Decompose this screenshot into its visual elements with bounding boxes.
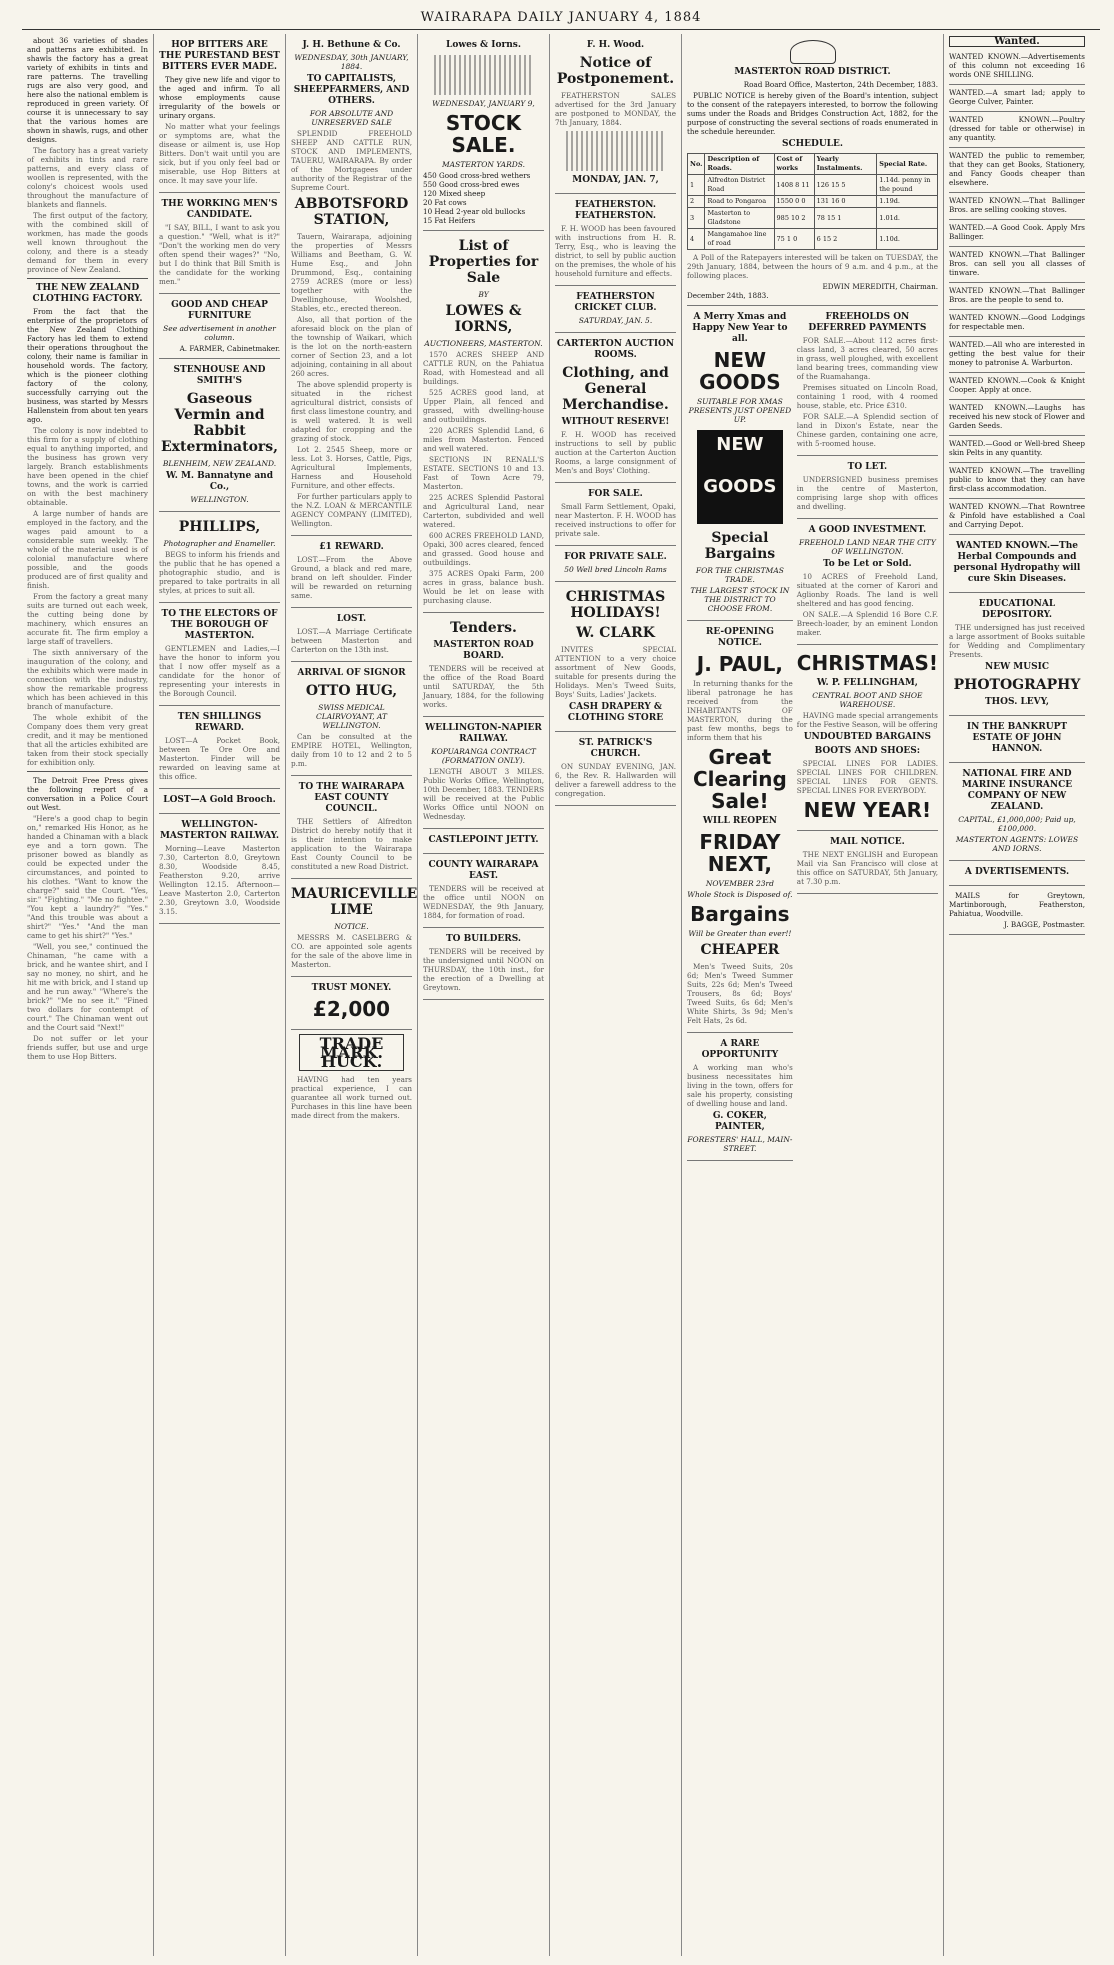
advert-undoubted: UNDOUBTED BARGAINS (803, 732, 932, 742)
advert-agent-place: WELLINGTON. (190, 495, 249, 504)
advert-to-be-let: To be Let or Sold. (823, 559, 912, 569)
advert-date: WEDNESDAY, JANUARY 9, (432, 99, 535, 108)
advert-lost (291, 608, 412, 662)
table-cell: 126 15 5 (814, 175, 877, 196)
advert-name: J. PAUL, (696, 652, 784, 676)
stock-item: 450 Good cross-bred wethers (423, 171, 531, 180)
advert-title: F. H. Wood. (586, 40, 645, 50)
advert-heading: STOCK SALE. (445, 111, 522, 157)
advert-mails (949, 886, 1085, 935)
advert-name: Gaseous Vermin and Rabbit Exterminators, (160, 391, 279, 455)
advert-estate (949, 716, 1085, 763)
list-item: WANTED KNOWN.—Cook & Knight Cooper. Apply at once. (949, 373, 1085, 400)
advert-sub: TO CAPITALISTS, SHEEPFARMERS, AND OTHERS. (293, 74, 410, 106)
advert-insurance (949, 763, 1085, 861)
advert-office: Road Board Office, Masterton, 24th December, 1883. (743, 80, 938, 89)
columns (22, 34, 1100, 1956)
advert-furniture (159, 294, 280, 359)
table-cell: 1.01d. (877, 208, 938, 229)
stock-item: 550 Good cross-bred ewes (423, 180, 520, 189)
advert-title: J. H. Bethune & Co. (302, 40, 401, 50)
trade-mark-logo: TRADE MARK. HUCK. (299, 1034, 404, 1071)
advert-filler: SECTIONS IN RENALL'S ESTATE. SECTIONS 10 and 13. Fast of Town Acre 79, Masterton. (423, 455, 544, 491)
article-text: From the fact that the enterprise of the proprietors of the New Zealand Clothing Factory has led them to extend their operations throughout the colony, their name is familiar in household words. The factory, which is the pioneer clothing factory of the colony, successfully carrying out the business, was started by Messrs Hallenstein from about ten years ago. (27, 307, 148, 424)
advert-filler: ON SALE.—A Splendid 16 Bore C.F. Breech-loader, by an eminent London maker. (796, 610, 938, 637)
article-filler: From the factory a great many suits are turned out each week, the cutting being done by machinery, which ensures an accurate fit. The firm employ a large staff of travellers. (27, 592, 148, 646)
advert-filler: SPECIAL LINES FOR LADIES. SPECIAL LINES FOR CHILDREN. SPECIAL LINES FOR GENTS. SPECIAL LINES FOR EVERYBODY. (796, 759, 938, 795)
advert-heading: TO BUILDERS. (445, 934, 522, 944)
column-7 (944, 34, 1090, 1956)
advert-name: OTTO HUG, (305, 683, 398, 699)
schedule-title: SCHEDULE. (781, 139, 843, 149)
article-filler: "Well, you see," continued the Chinaman, "he came with a brick, and he wantee shirt, and I say no money, no shirt, and he hit me with brick, and I stand up and he run away." "Where's the brick?" "Me no see it." "Fined two dollars for contempt of court." The Chinaman went out and the Court said "Next!" (27, 942, 148, 1032)
advert-title: TRUST MONEY. (311, 983, 392, 993)
advert-filler: Also, all that portion of the aforesaid block on the plan of the township of Waikari, which is the lot on the north-eastern corner of Section 23, and a lot adjoining, containing in all about 260 acres. (291, 315, 412, 378)
table-cell: 1550 0 0 (774, 196, 814, 208)
table-cell: 1 (688, 175, 705, 196)
advert-largest: THE LARGEST STOCK IN THE DISTRICT TO CHOOSE FROM. (690, 586, 790, 613)
advert-title: TEN SHILLINGS REWARD. (177, 712, 262, 733)
advert-filler: UNDERSIGNED business premises in the centre of Masterton, comprising large shop with offices and dwelling. (796, 475, 938, 511)
advert-reward (159, 706, 280, 789)
advert-mail-notice (797, 831, 938, 894)
advert-filler: A working man who's business necessitates him living in the town, offers for sale his property, consisting of dwelling house and land. (687, 1063, 793, 1108)
advert-special: Special Bargains (704, 530, 776, 562)
advert-friday-date: NOVEMBER 23rd (705, 879, 774, 888)
advert-date: December 24th, 1883. (687, 291, 769, 300)
advert-name: W. P. FELLINGHAM, (816, 678, 918, 688)
table-cell: 985 10 2 (774, 208, 814, 229)
advert-brooch (159, 789, 280, 814)
advert-heading: MAIL NOTICE. (830, 837, 905, 847)
advert-heading-2: Clothing, and General Merchandise. (562, 365, 669, 413)
advert-builders (423, 928, 544, 1000)
table-cell: 3 (688, 208, 705, 229)
table-cell: 4 (688, 229, 705, 250)
advert-filler: Small Farm Settlement, Opaki, near Masterton. F. H. WOOD has received instructions to offer for private sale. (555, 502, 676, 538)
list-item: WANTED KNOWN.—Advertisements of this column not exceeding 16 words ONE SHILLING. (949, 49, 1085, 85)
advert-jetty (423, 829, 544, 854)
column-5 (550, 34, 682, 1956)
list-item: WANTED.—All who are interested in getting the best value for their money to patronise A. Warburton. (949, 337, 1085, 373)
advert-filler: 10 ACRES of Freehold Land, situated at the corner of Karori and Aglionby Roads. The land is well sheltered and has good fencing. (796, 572, 938, 608)
advert-date: MONDAY, JAN. 7, (572, 175, 659, 185)
advert-trust-money (291, 977, 412, 1030)
advert-filler: Tauern, Wairarapa, adjoining the properties of Messrs Williams and Beetham, G. W. Hume Esq., and John Drummond, Esq., containing 2759 ACRES (more or less) together with the Dwellinghouse, Woolshed, Stables, etc., erected thereon. (291, 232, 412, 313)
advert-text: MAILS for Greytown, Martinborough, Featherston, Pahiatua, Woodville. (949, 891, 1085, 918)
article-heading: THE NEW ZEALAND CLOTHING FACTORY. (32, 283, 143, 304)
advert-stock-sale (423, 34, 544, 231)
advert-filler: No matter what your feelings or symptoms are, what the disease or ailment is, use Hop Bitters. Don't wait until you are sick, but if you only feel bad or miserable, use Hop Bitters at once. It may save your life. (159, 122, 280, 185)
advert-whole-stock: Whole Stock is Disposed of. (687, 890, 793, 899)
advert-reopening (687, 621, 793, 1033)
advert-station: ABBOTSFORD STATION, (294, 196, 409, 228)
advert-freehold-land: FREEHOLD LAND NEAR THE CITY OF WELLINGTON. (799, 538, 936, 556)
advert-road-district (687, 34, 938, 306)
advert-heading: A DVERTISEMENTS. (964, 867, 1070, 877)
table-cell: Road to Pongaroa (705, 196, 774, 208)
table-cell: 1408 8 11 (774, 175, 814, 196)
stock-item: 20 Fat cows (423, 198, 467, 207)
advert-lime (291, 879, 418, 977)
table-cell: Alfredton District Road (705, 175, 774, 196)
advert-filler: 1570 ACRES SHEEP AND CATTLE RUN, on the Pahiatua Road, with Homestead and all buildings. (423, 350, 544, 386)
advert-heading: A GOOD INVESTMENT. (808, 525, 927, 535)
advert-title: STENHOUSE AND SMITH'S (173, 365, 266, 386)
advert-educational (949, 593, 1085, 716)
masthead: WAIRARAPA DAILY JANUARY 4, 1884 (22, 10, 1100, 30)
article-filler: The factory has a great variety of exhibits in tints and rare patterns, and every class of woollen is represented, with the colony's choicest wools used throughout the manufacture of blankets and flannels. (27, 146, 148, 209)
left-subcolumn (687, 306, 793, 1161)
advert-painter: G. COKER, PAINTER, (712, 1111, 767, 1132)
sheep-illustration (434, 55, 534, 95)
divider (27, 771, 148, 772)
advert-bargains-sub: Will be Greater than ever!! (688, 929, 792, 938)
list-item: WANTED.—Good or Well-bred Sheep skin Pelts in any quantity. (949, 436, 1085, 463)
advert-date: WEDNESDAY, 30th JANUARY, 1884. (294, 53, 409, 71)
advert-sub: SWISS MEDICAL CLAIRVOYANT, AT WELLINGTON. (316, 703, 387, 730)
column-2 (154, 34, 286, 1956)
table-header: Description of Roads. (705, 154, 774, 175)
advert-bethune (291, 34, 412, 536)
advert-heading: FOR SALE. (588, 489, 643, 499)
list-item: WANTED.—A smart lad; apply to George Culver, Painter. (949, 85, 1085, 112)
list-item: WANTED KNOWN.—The travelling public to know that they can have first-class accommodation. (949, 463, 1085, 499)
article-text: The Detroit Free Press gives the following report of a conversation in a Police Court out West. (27, 776, 148, 812)
advert-filler: Men's Tweed Suits, 20s 6d; Men's Tweed Summer Suits, 22s 6d; Men's Tweed Trousers, 8s 6d; Boys' Tweed Suits, 6s 6d; Men's White Shirts, 3s 9d; Men's Felt Hats, 2s 6d. (687, 962, 793, 1025)
advert-clark (555, 582, 676, 732)
advert-heading: A Merry Xmas and Happy New Year to all. (692, 312, 788, 344)
advert-photography: PHOTOGRAPHY (953, 677, 1081, 693)
advert-featherston (555, 194, 676, 286)
table-cell: Mangamahoe line of road (705, 229, 774, 250)
advert-heading: FEATHERSTON CRICKET CLUB. (574, 292, 657, 313)
advert-amount: £2,000 (312, 997, 391, 1021)
advert-filler: Premises situated on Lincoln Road, containing 1 rood, with 4 roomed house, stable, etc. Price £310. (796, 383, 938, 410)
advert-title: PHILLIPS, (178, 519, 261, 535)
advert-freeholds (797, 306, 938, 456)
advert-heading: EDUCATIONAL DEPOSITORY. (978, 599, 1056, 620)
table-header: Cost of works (774, 154, 814, 175)
advert-filler: 220 ACRES Splendid Land, 6 miles from Masterton. Fenced and well watered. (423, 426, 544, 453)
advert-county (291, 776, 412, 879)
advert-agent: W. M. Bannatyne and Co., (165, 471, 273, 492)
new-goods-banner (697, 430, 783, 524)
table-row (688, 208, 938, 229)
advert-filler: In returning thanks for the liberal patronage he has received from the INHABITANTS OF MASTERTON, during the past few months, begs to inform them that his (687, 679, 793, 742)
advert-to-let (797, 456, 938, 519)
advert-railway-contract (423, 717, 544, 829)
advert-heading: COUNTY WAIRARAPA EAST. (428, 860, 539, 881)
table-cell: Masterton to Gladstone (705, 208, 774, 229)
advert-sub: KOPUARANGA CONTRACT (FORMATION ONLY). (431, 747, 536, 765)
advert-cheaper: CHEAPER (700, 942, 780, 958)
column-6 (682, 34, 944, 1956)
advert-filler: TENDERS will be received at the office until NOON on WEDNESDAY, the 9th January, 1884, for formation of road. (423, 884, 544, 920)
advert-for-sale (555, 483, 676, 546)
advert-sub: SUITABLE FOR XMAS PRESENTS JUST OPENED UP. (688, 397, 792, 424)
advert-filler: FOR SALE.—About 112 acres first-class land, 3 acres cleared, 50 acres in grass, well ploughed, with excellent land bearing trees, commanding view of the Ruamahanga. (796, 336, 938, 381)
advert-title: GOOD AND CHEAP FURNITURE (171, 300, 268, 321)
article-filler: "Here's a good chap to begin on," remarked His Honor, as he handed a Chinaman with a black eye and a torn gown. The prisoner bowed as blandly as could be expected under the circumstances, and pointed to his clothes. "Want to know the charge?" said the Court. "Yes, sir." "Fighting." "Me no fightee." "You kept a laundry?" "Yes." "And this trouble was about a shirt?" "Yes." "And the man came to get his shirt?" "Yes." (27, 814, 148, 940)
advert-sub: See advertisement in another column. (163, 324, 276, 342)
advert-heading: WANTED KNOWN.—The Herbal Compounds and personal Hydropathy will cure Skin Diseases. (953, 541, 1081, 584)
advert-filler: F. H. WOOD has received instructions to sell by public auction at the Carterton Auction Rooms, a large consignment of Men's and Boys' Clothing. (555, 430, 676, 475)
sheep-illustration (566, 131, 666, 171)
advert-carterton (555, 333, 676, 483)
advert-filler: A Poll of the Ratepayers interested will be taken on TUESDAY, the 29th January, 1884, between the hours of 9 a.m. and 4 p.m., at the following places. (687, 253, 938, 280)
list-item: WANTED KNOWN.—Good Lodgings for respectable men. (949, 310, 1085, 337)
advert-county-east (423, 854, 544, 928)
advert-heading: List of Properties for Sale (428, 238, 539, 286)
advert-christmas (797, 645, 938, 831)
advert-filler: MESSRS M. CASELBERG & CO. are appointed sole agents for the sale of the above lime in Masterton. (291, 933, 412, 969)
list-item: WANTED KNOWN.—That Ballinger Bros. are selling cooking stoves. (949, 193, 1085, 220)
advert-heading: IN THE BANKRUPT ESTATE OF JOHN HANNON. (966, 722, 1068, 754)
advert-filler: HAVING had ten years practical experience, I can guarantee all work turned out. Purchases in this line have been made direct from the makers. (291, 1075, 412, 1120)
article-filler: A large number of hands are employed in the factory, and the wages paid amount to a considerable sum weekly. The whole of the material used is of colonial manufacture where possible, and the goods produced are of first quality and finish. (27, 509, 148, 590)
divider (27, 278, 148, 279)
advert-title: MASTERTON ROAD DISTRICT. (734, 67, 891, 77)
list-item: WANTED the public to remember, that they can get Books, Stationery, and Fancy Goods cheaper than elsewhere. (949, 148, 1085, 193)
advert-sign: EDWIN MEREDITH, Chairman. (822, 282, 938, 291)
advert-filler: THE NEXT ENGLISH and European Mail via San Francisco will close at this office on SATURDAY, 5th January, at 7.30 p.m. (796, 850, 938, 886)
advert-filler: LOST.—From the Above Ground, a black and red mare, brand on left shoulder. Finder will be rewarded on returning same. (291, 555, 412, 600)
advert-sub: Photographer and Enameller. (163, 539, 276, 548)
advert-railway (159, 814, 280, 924)
advert-filler: HAVING made special arrangements for the Festive Season, will be offering (796, 711, 938, 729)
advert-heading: CHRISTMAS! (796, 651, 938, 675)
table-row (688, 196, 938, 208)
advert-heading: CHRISTMAS HOLIDAYS! (565, 589, 666, 621)
advert-filler: 525 ACRES good land, at Upper Plain, all fenced and grassed, with dwelling-house and outbuildings. (423, 388, 544, 424)
advert-friday: FRIDAY NEXT, (699, 830, 781, 876)
advert-sub: CENTRAL BOOT AND SHOE WAREHOUSE. (812, 691, 923, 709)
wanted-heading: Wanted. (949, 36, 1085, 47)
advert-filler: FOR SALE.—A Splendid section of land in Dixon's Estate, near the Chinese garden, containing one acre, with 5-roomed house. (796, 412, 938, 448)
advert-filler: SPLENDID FREEHOLD SHEEP AND CATTLE RUN, STOCK AND IMPLEMENTS, TAUERU, WAIRARAPA. By order of the Mortgagees under authority of the Registrar of the Supreme Court. (291, 129, 412, 192)
advert-filler: BEGS to inform his friends and the public that he has opened a photographic studio, and is prepared to take portraits in all styles, at prices to suit all. (159, 550, 280, 595)
right-subcolumn (797, 306, 938, 1161)
table-header-row (688, 154, 938, 175)
article-text: about 36 varieties of shades and patterns are exhibited. In shawls the factory has a great variety of exhibits in tints and rare patterns. The travelling rugs are also very good, and here also the national emblem is reproduced in green variety. Of course it is unnecessary to say that the various homes are shown in shawls, rugs, and other designs. (27, 36, 148, 144)
advert-filler: For further particulars apply to the N.Z. LOAN & MERCANTILE AGENCY COMPANY (LIMITED), Wellington. (291, 492, 412, 528)
advert-title: NEW GOODS (699, 348, 781, 394)
column-4 (418, 34, 550, 1956)
advert-title: HOP BITTERS ARE THE PURESTAND BEST BITTERS EVER MADE. (159, 40, 280, 72)
advert-advertisements (949, 861, 1085, 886)
advert-filler: LOST.—A Marriage Certificate between Masterton and Carterton on the 13th inst. (291, 627, 412, 654)
advert-will-reopen: WILL REOPEN (702, 816, 777, 826)
advert-sub: MASTERTON ROAD BOARD. (433, 640, 534, 661)
advert-exterminators (159, 359, 280, 512)
advert-properties (423, 231, 544, 613)
advert-reward (291, 536, 412, 608)
table-cell: 78 15 1 (814, 208, 877, 229)
advert-filler: F. H. WOOD has been favoured with instructions from H. R. Terry, Esq., who is leaving the district, to sell by public auction on the premises, the whole of his household furniture and effects. (555, 224, 676, 278)
advert-text: They give new life and vigor to the aged and infirm. To all whose employments cause irregularity of the bowels or urinary organs. (159, 75, 280, 120)
advert-role: AUCTIONEERS, MASTERTON. (424, 339, 543, 348)
article-filler: The first output of the factory, with the combined skill of workmen, has made the goods well known throughout the colony, and there is a steady demand for them in every province of New Zealand. (27, 211, 148, 274)
advert-boots: BOOTS AND SHOES: (814, 746, 921, 756)
article-filler: The colony is now indebted to this firm for a supply of clothing equal to anything imported, and the business has grown very largely. Branch establishments have been opened in the chief towns, and the work is carried on with the best machinery obtainable. (27, 426, 148, 507)
advert-sign: J. BAGGE, Postmaster. (1004, 920, 1085, 929)
table-cell: 131 16 0 (814, 196, 877, 208)
advert-great: Great Clearing Sale! (692, 745, 787, 813)
advert-heading: CARTERTON AUCTION ROOMS. (556, 339, 675, 360)
banner-bottom: GOODS (703, 476, 777, 497)
list-item: WANTED KNOWN.—Poultry (dressed for table or otherwise) in any quantity. (949, 112, 1085, 148)
table-cell: 1.19d. (877, 196, 938, 208)
table-header: Yearly Instalments. (814, 154, 877, 175)
table-cell: 1.14d. penny in the pound (877, 175, 938, 196)
advert-title: THE WORKING MEN'S CANDIDATE. (161, 199, 278, 220)
advert-tenders (423, 613, 544, 717)
advert-place: MASTERTON YARDS. (441, 160, 526, 169)
advert-hop-bitters (159, 34, 280, 193)
advert-heading: NATIONAL FIRE AND MARINE INSURANCE COMPANY OF NEW ZEALAND. (961, 769, 1073, 812)
advert-private-sale (555, 546, 676, 582)
advert-place: BLENHEIM, NEW ZEALAND. (162, 459, 277, 468)
advert-heading: FREEHOLDS ON DEFERRED PAYMENTS (808, 312, 927, 333)
list-item: WANTED KNOWN.—That Ballinger Bros. are the people to send to. (949, 283, 1085, 310)
advert-filler: THE undersigned has just received a large assortment of Books suitable for Wedding and Complimentary Presents. (949, 623, 1085, 659)
two-column-section (687, 306, 938, 1161)
advert-heading: FOR PRIVATE SALE. (564, 552, 667, 562)
advert-filler: 600 ACRES FREEHOLD LAND, Opaki, 300 acres cleared, fenced and grassed. Good house and outbuildings. (423, 531, 544, 567)
article-filler: The whole exhibit of the Company does them very great credit, and it may be mentioned that all the articles exhibited are taken from their stock specially for exhibition only. (27, 713, 148, 767)
advert-date: SATURDAY, JAN. 5. (578, 316, 653, 325)
advert-heading: RE-OPENING NOTICE. (705, 627, 774, 648)
article-filler: The sixth anniversary of the inauguration of the colony, and the exhibits which were made in connection with the industry, show the remarkable progress which has been achieved in this branch of manufacture. (27, 648, 148, 711)
advert-title: WELLINGTON-MASTERTON RAILWAY. (159, 820, 280, 841)
advert-title: LOST. (336, 614, 367, 624)
column-1 (22, 34, 154, 1956)
table-cell: 6 15 2 (814, 229, 877, 250)
schedule-table (687, 153, 938, 250)
advert-cricket (555, 286, 676, 333)
advert-title: MAURICEVILLE LIME (291, 886, 418, 918)
advert-filler: ON SUNDAY EVENING, JAN. 6, the Rev. R. Hallwarden will deliver a farewell address to the congregation. (555, 762, 676, 798)
stock-item: 120 Mixed sheep (423, 189, 486, 198)
advert-heading: ST. PATRICK'S CHURCH. (578, 738, 653, 759)
advert-filler: LOST—A Pocket Book, between Te Ore Ore and Masterton. Finder will be rewarded on leaving same at this office. (159, 736, 280, 781)
advert-wood (555, 34, 676, 194)
advert-bargains: Bargains (690, 902, 790, 926)
advert-filler: 375 ACRES Opaki Farm, 200 acres in grass, balance bush. Would be let on lease with purchasing clause. (423, 569, 544, 605)
advert-sub: WITHOUT RESERVE! (561, 417, 670, 427)
crest-icon (790, 40, 836, 64)
advert-sub: NOTICE. (334, 922, 369, 931)
advert-filler: TENDERS will be received by the undersigned until NOON on THURSDAY, the 10th inst., for the erection of a Dwelling at Greytown. (423, 947, 544, 992)
advert-name: LOWES & IORNS, (445, 303, 522, 335)
advert-lead: FOR ABSOLUTE AND UNRESERVED SALE (309, 109, 394, 127)
stock-item: 15 Fat Heifers (423, 216, 476, 225)
banner-top: NEW (716, 434, 764, 455)
advert-filler: THE Settlers of Alfredton District do hereby notify that it is their intention to make application to the Wairarapa East County Council to be constituted a new Road District. (291, 817, 412, 871)
table-row (688, 175, 938, 196)
advert-heading: A RARE OPPORTUNITY (701, 1039, 779, 1060)
advert-new-goods (687, 306, 793, 621)
advert-church (555, 732, 676, 806)
advert-filler: FEATHERSTON SALES advertised for the 3rd January are postponed to MONDAY, the 7th January, 1884. (555, 91, 676, 127)
advert-text: PUBLIC NOTICE is hereby given of the Board's intention, subject to the consent of the ratepayers interested, to borrow the following sums under the Roads and Bridges Construction Act, 1882, for the purpose of constructing the several sections of roads enumerated in the schedule hereunder. (687, 91, 938, 136)
table-row (688, 229, 938, 250)
advert-filler: Can be consulted at the EMPIRE HOTEL, Wellington, daily from 10 to 12 and 2 to 5 p.m. (291, 732, 412, 768)
advert-agents: MASTERTON AGENTS: LOWES AND IORNS. (955, 835, 1079, 853)
advert-filler: LENGTH ABOUT 3 MILES. Public Works Office, Wellington, 10th December, 1883. TENDERS will be received at the Public Works Office until NOON on Wednesday. (423, 767, 544, 821)
advert-name: W. CLARK (576, 625, 655, 641)
advert-capital: CAPITAL, £1,000,000; Paid up, £100,000. (958, 815, 1076, 833)
advert-filler: Morning—Leave Masterton 7.30, Carterton 8.0, Greytown 8.30, Woodside 8.45, Featherston 9.20, arrive Wellington 12.15. Afternoon—Leave Masterton 2.0, Carterton 2.30, Greytown 3.0, Woodside 3.15. (159, 844, 280, 916)
advert-heading: TO LET. (847, 462, 888, 472)
advert-title: TO THE WAIRARAPA EAST COUNTY COUNCIL. (298, 782, 405, 814)
table-header: Special Rate. (877, 154, 938, 175)
advert-filler: The above splendid property is situated in the richest agricultural district, consists of first class limestone country, and is well watered. It is well adapted for cropping and the grazing of stock. (291, 380, 412, 443)
advert-filler: INVITES SPECIAL ATTENTION to a very choice assortment of New Goods, suitable for presents during the Holidays. Men's Tweed Suits, Boys' Suits, Ladies' Jackets. (555, 645, 676, 699)
advert-herbal (949, 535, 1085, 593)
advert-new-music: NEW MUSIC (984, 662, 1049, 672)
advert-title: £1 REWARD. (319, 542, 384, 552)
article-filler: Do not suffer or let your friends suffer, but use and urge them to use Hop Bitters. (27, 1034, 148, 1061)
advert-by: BY (478, 290, 489, 299)
advert-new-year: NEW YEAR! (803, 798, 932, 822)
advert-heading: Tenders. (450, 620, 517, 636)
stock-item: 10 Head 2-year old bullocks (423, 207, 526, 216)
advert-filler: Lot 2. 2545 Sheep, more or less. Lot 3. Horses, Cattle, Pigs, Agricultural Implements, Harness and Household Furniture, and other effects. (291, 445, 412, 490)
advert-heading: WELLINGTON-NAPIER RAILWAY. (425, 723, 542, 744)
advert-name: A. FARMER, Cabinetmaker. (179, 344, 280, 353)
advert-shop: CASH DRAPERY & CLOTHING STORE (567, 702, 664, 723)
advert-filler: 225 ACRES Splendid Pastoral and Agricultural Land, near Carterton, subdivided and well watered. (423, 493, 544, 529)
advert-working-men (159, 193, 280, 294)
advert-title: LOST—A Gold Brooch. (163, 795, 276, 805)
advert-heading: CASTLEPOINT JETTY. (428, 835, 539, 845)
advert-painter-place: FORESTERS' HALL, MAIN-STREET. (687, 1135, 793, 1153)
advert-filler: GENTLEMEN and Ladies,—I have the honor to inform you that I now offer myself as a candidate for the honor of representing your interests in the Borough Council. (159, 644, 280, 698)
column-3 (286, 34, 418, 1956)
advert-investment (797, 519, 938, 645)
list-item: WANTED KNOWN.—Laughs has received his new stock of Flower and Garden Seeds. (949, 400, 1085, 436)
advert-thos: THOS. LEVY, (984, 697, 1050, 707)
advert-title: Lowes & Iorns. (446, 40, 521, 50)
table-cell: 1.10d. (877, 229, 938, 250)
table-cell: 75 1 0 (774, 229, 814, 250)
advert-phillips (159, 512, 280, 603)
table-cell: 2 (688, 196, 705, 208)
list-item: WANTED KNOWN.—That Ballinger Bros. can sell you all classes of tinware. (949, 247, 1085, 283)
advert-title: TO THE ELECTORS OF THE BOROUGH OF MASTERTON. (161, 609, 278, 641)
advert-rare (687, 1033, 793, 1161)
table-header: No. (688, 154, 705, 175)
advert-electors (159, 603, 280, 706)
advert-item: 50 Well bred Lincoln Rams (564, 565, 667, 574)
list-item: WANTED.—A Good Cook. Apply Mrs Ballinger. (949, 220, 1085, 247)
advert-heading: FEATHERSTON. FEATHERSTON. (574, 200, 657, 221)
list-item: WANTED KNOWN.—That Rowntree & Pinfold have established a Coal and Carrying Depot. (949, 499, 1085, 535)
advert-special-sub: FOR THE CHRISTMAS TRADE. (695, 566, 784, 584)
advert-filler: TENDERS will be received at the office of the Road Board until SATURDAY, the 5th January, 1884, for the following works. (423, 664, 544, 709)
advert-title: ARRIVAL OF SIGNOR (297, 668, 406, 678)
advert-filler: "I SAY, BILL, I want to ask you a question." "Well, what is it?" "Don't the working men do very often spend their wages?" "No, but I do think that Bill Smith is the candidate for the working men." (159, 223, 280, 286)
advert-heading: Notice of Postponement. (556, 55, 675, 87)
advert-otto-hug (291, 662, 412, 776)
